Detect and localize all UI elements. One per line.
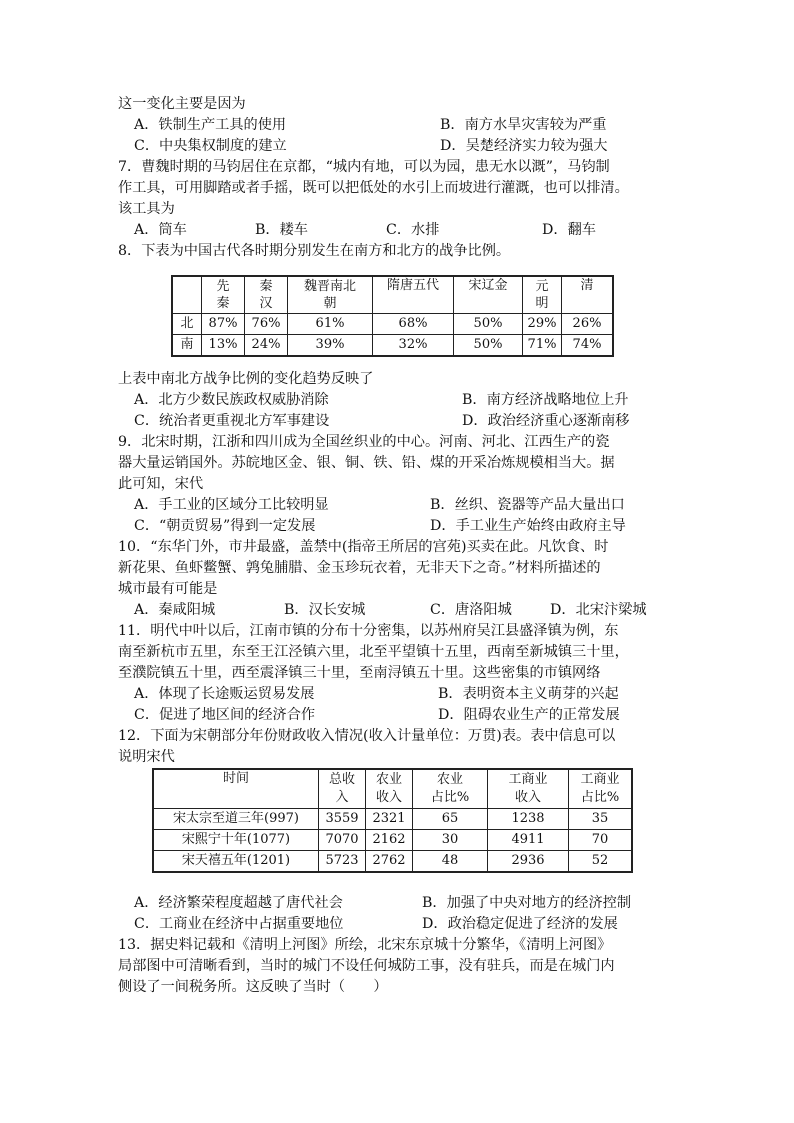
table-cell: 7070	[319, 830, 366, 851]
q10-option-a[interactable]: A．秦咸阳城	[134, 602, 216, 618]
q9-option-b[interactable]: B．丝织、瓷器等产品大量出口	[430, 497, 625, 513]
table-cell: 32%	[373, 335, 454, 357]
header-cell: 时间	[153, 769, 319, 809]
q12-stem-line1: 12．下面为宋朝部分年份财政收入情况(收入计量单位：万贯)表。表中信息可以	[118, 728, 616, 744]
q7-options-row	[118, 220, 678, 241]
header-cell: 魏晋南北 朝	[288, 276, 373, 314]
table-row	[153, 809, 632, 830]
q8-options-row1	[118, 390, 678, 411]
q8-after: 上表中南北方战争比例的变化趋势反映了	[118, 371, 374, 387]
table-cell: 50%	[454, 335, 523, 357]
q12-option-d[interactable]: D．政治稳定促进了经济的发展	[422, 916, 618, 932]
table-cell: 2936	[488, 851, 569, 873]
table-header-row	[172, 276, 613, 314]
q7-option-a[interactable]: A．筒车	[134, 222, 187, 238]
q12-option-c[interactable]: C．工商业在经济中占据重要地位	[134, 916, 344, 932]
header-cell: 农业 收入	[366, 769, 413, 809]
q9-stem-line1: 9．北宋时期，江浙和四川成为全国丝织业的中心。河南、河北、江西生产的瓷	[118, 434, 610, 450]
q7-option-d[interactable]: D．翻车	[542, 222, 596, 238]
q6-tail: 这一变化主要是因为	[118, 96, 246, 112]
table-cell: 2162	[366, 830, 413, 851]
table-cell: 39%	[288, 335, 373, 357]
table-cell: 76%	[245, 314, 288, 335]
table-cell: 30	[413, 830, 488, 851]
q11-stem-line3: 至濮院镇五十里，西至震泽镇三十里，至南浔镇五十里。这些密集的市镇网络	[118, 665, 601, 681]
q8-option-a[interactable]: A．北方少数民族政权威胁消除	[134, 392, 329, 408]
q7-option-c[interactable]: C．水排	[386, 222, 440, 238]
q6-options-row2	[118, 136, 678, 157]
row-label: 宋天禧五年(1201)	[153, 851, 319, 873]
header-cell: 先 秦	[202, 276, 245, 314]
table-cell: 74%	[562, 335, 614, 357]
header-cell: 秦 汉	[245, 276, 288, 314]
table-cell: 61%	[288, 314, 373, 335]
table-cell: 13%	[202, 335, 245, 357]
q9-option-c[interactable]: C．“朝贡贸易”得到一定发展	[134, 518, 316, 534]
q10-stem-line3: 城市最有可能是	[118, 581, 218, 597]
q12-option-a[interactable]: A．经济繁荣程度超越了唐代社会	[134, 895, 343, 911]
q9-option-a[interactable]: A．手工业的区域分工比较明显	[134, 497, 329, 513]
q12-option-b[interactable]: B．加强了中央对地方的经济控制	[422, 895, 632, 911]
q11-options-row1	[118, 684, 678, 705]
table-row	[153, 830, 632, 851]
header-cell: 元 明	[523, 276, 562, 314]
header-cell: 工商业 占比%	[569, 769, 633, 809]
q11-option-d[interactable]: D．阻碍农业生产的正常发展	[438, 707, 620, 723]
header-cell: 宋辽金	[454, 276, 523, 314]
table-cell: 52	[569, 851, 633, 873]
q11-stem-line1: 11．明代中叶以后，江南市镇的分布十分密集，以苏州府吴江县盛泽镇为例，东	[118, 623, 619, 639]
q9-stem-line2: 器大量运销国外。苏皖地区金、银、铜、铁、铅、煤的开采冶炼规模相当大。据	[118, 455, 615, 471]
q10-option-c[interactable]: C．唐洛阳城	[430, 602, 512, 618]
q13-stem-line1: 13．据史料记载和《清明上河图》所绘，北宋东京城十分繁华，《清明上河图》	[118, 937, 612, 953]
war-ratio-table	[171, 275, 614, 357]
q9-option-d[interactable]: D．手工业生产始终由政府主导	[430, 518, 626, 534]
header-cell: 总收 入	[319, 769, 366, 809]
q7-stem-line2: 作工具，可用脚踏或者手摇，既可以把低处的水引上而坡进行灌溉，也可以排清。	[118, 180, 629, 196]
table-cell: 3559	[319, 809, 366, 830]
q11-option-a[interactable]: A．体现了长途贩运贸易发展	[134, 686, 315, 702]
q11-option-b[interactable]: B．表明资本主义萌芽的兴起	[438, 686, 619, 702]
header-cell	[172, 276, 202, 314]
table-cell: 24%	[245, 335, 288, 357]
row-label: 宋熙宁十年(1077)	[153, 830, 319, 851]
table-cell: 65	[413, 809, 488, 830]
table-cell: 29%	[523, 314, 562, 335]
q13-stem-line2: 局部图中可清晰看到，当时的城门不设任何城防工事，没有驻兵，而是在城门内	[118, 958, 615, 974]
table-cell: 26%	[562, 314, 614, 335]
table-cell: 2762	[366, 851, 413, 873]
table-cell: 87%	[202, 314, 245, 335]
q6-option-c[interactable]: C．中央集权制度的建立	[134, 138, 287, 154]
table-cell: 35	[569, 809, 633, 830]
q12-options-row2	[118, 914, 678, 935]
q11-stem-line2: 南至新杭市五里，东至王江泾镇六里，北至平望镇十五里，西南至新城镇三十里，	[118, 644, 629, 660]
table-header-row	[153, 769, 632, 809]
q7-stem-line3: 该工具为	[118, 201, 175, 217]
table-cell: 68%	[373, 314, 454, 335]
q7-stem-line1: 7．曹魏时期的马钧居住在京都，“城内有地，可以为园，患无水以溉”，马钧制	[118, 159, 610, 175]
header-cell: 清	[562, 276, 614, 314]
header-cell: 农业 占比%	[413, 769, 488, 809]
q12-stem-line2: 说明宋代	[118, 749, 175, 765]
q6-option-d[interactable]: D．吴楚经济实力较为强大	[440, 138, 608, 154]
table-cell: 70	[569, 830, 633, 851]
q9-stem-line3: 此可知，宋代	[118, 476, 204, 492]
q8-option-b[interactable]: B．南方经济战略地位上升	[462, 392, 629, 408]
q13-stem-line3: 侧设了一间税务所。这反映了当时（ ）	[118, 979, 388, 995]
table-row	[172, 335, 613, 357]
row-label: 北	[172, 314, 202, 335]
header-cell: 隋唐五代	[373, 276, 454, 314]
table-cell: 50%	[454, 314, 523, 335]
q10-stem-line1: 10．“东华门外，市井最盛，盖禁中(指帝王所居的宫苑)买卖在此。凡饮食、时	[118, 539, 609, 555]
exam-page	[118, 94, 678, 998]
q8-stem: 8．下表为中国古代各时期分别发生在南方和北方的战争比例。	[118, 243, 511, 259]
q9-options-row2	[118, 516, 678, 537]
table-cell: 5723	[319, 851, 366, 873]
table-cell: 1238	[488, 809, 569, 830]
table-cell: 48	[413, 851, 488, 873]
q12-options-row1	[118, 893, 678, 914]
q9-options-row1	[118, 495, 678, 516]
row-label: 宋太宗至道三年(997)	[153, 809, 319, 830]
table-row	[172, 314, 613, 335]
q7-option-b[interactable]: B．耧车	[255, 222, 308, 238]
table-cell: 4911	[488, 830, 569, 851]
fiscal-income-table	[152, 768, 633, 873]
q6-options-row1	[118, 115, 678, 136]
q11-options-row2	[118, 705, 678, 726]
q8-options-row2	[118, 411, 678, 432]
q11-option-c[interactable]: C．促进了地区间的经济合作	[134, 707, 316, 723]
header-cell: 工商业 收入	[488, 769, 569, 809]
q10-options-row	[118, 600, 678, 621]
q10-option-d[interactable]: D．北宋汴梁城	[550, 602, 647, 618]
q6-option-a[interactable]: A．铁制生产工具的使用	[134, 117, 287, 133]
q10-option-b[interactable]: B．汉长安城	[284, 602, 366, 618]
q8-option-d[interactable]: D．政治经济重心逐渐南移	[462, 413, 630, 429]
row-label: 南	[172, 335, 202, 357]
table-row	[153, 851, 632, 873]
q6-option-b[interactable]: B．南方水旱灾害较为严重	[440, 117, 607, 133]
q8-option-c[interactable]: C．统治者更重视北方军事建设	[134, 413, 330, 429]
q10-stem-line2: 新花果、鱼虾鳖蟹、鹑兔脯腊、金玉珍玩衣着，无非天下之奇。”材料所描述的	[118, 560, 601, 576]
table-cell: 71%	[523, 335, 562, 357]
table-cell: 2321	[366, 809, 413, 830]
